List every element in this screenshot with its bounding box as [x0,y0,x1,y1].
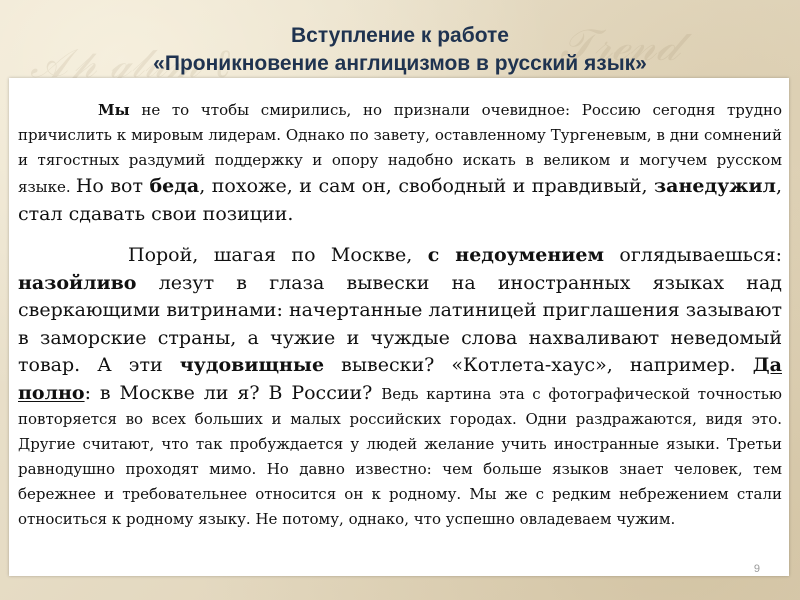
title-line-1: Вступление к работе [291,24,509,48]
background-script-decoration: 𝒯𝓇ℯ𝓃𝒹 [560,20,679,71]
body-text [18,98,782,532]
title-line-2: «Проникновение англицизмов в русский язык» [153,52,647,76]
text-run: вывески? «Котлета-хаус», например. [324,354,753,376]
paragraph-2 [18,242,782,532]
text-run: , стал сдавать свои позиции. [18,175,782,225]
emphasis-word: чудовищные [179,354,325,376]
text-run: : в Москве ли я? В России? [84,381,382,404]
page-number: 9 [753,563,760,575]
paragraph-1 [18,98,782,228]
emphasis-word: Да полно [18,354,782,404]
text-run: Порой, шагая по Москве, [128,244,428,266]
text-run: Ведь картина эта с фотографической точностью повторяется во всех больших и малых российских городах. Одни раздражаются, видя это. Другие считают, что так пробуждается у людей желание учить иностранные языки. Третьи равнодушно проходят мимо. Но давно известно: чем больше языков знает человек, тем бережнее и требовательнее относится он к родному. Мы же с редким небрежением стали относиться к родному языку. Не потому, однако, что успешно овладеваем чужим. [18,384,782,528]
emphasis-word: с недоумением [427,244,604,266]
text-panel [9,78,789,576]
emphasis-word: беда [149,175,200,197]
text-run: , похоже, и сам он, свободный и правдивый, [199,175,655,197]
text-run: оглядываешься: [604,244,782,266]
text-run: Но вот [75,175,150,197]
text-run: лезут в глаза вывески на иностранных языках над сверкающими витринами: начертанные латиницей приглашения зазывают в заморские страны, а чужие и чуждые слова нахваливают неведомый товар. А эти [18,271,782,376]
slide-title [0,22,800,78]
background-script-decoration: 𝒜𝓅 ℊ𝓁𝓊𝓂 ℓ [30,41,231,87]
text-run: не то чтобы смирились, но признали очевидное: Россию сегодня трудно причислить к мировым лидерам. Однако по завету, оставленному Тургеневым, в дни сомнений и тягостных раздумий поддержку и опору надобно искать в великом и могучем русском языке. [18,101,782,196]
emphasis-word: занедужил [654,175,776,197]
emphasis-word: назойливо [18,271,137,294]
text-run: Мы [98,101,130,119]
